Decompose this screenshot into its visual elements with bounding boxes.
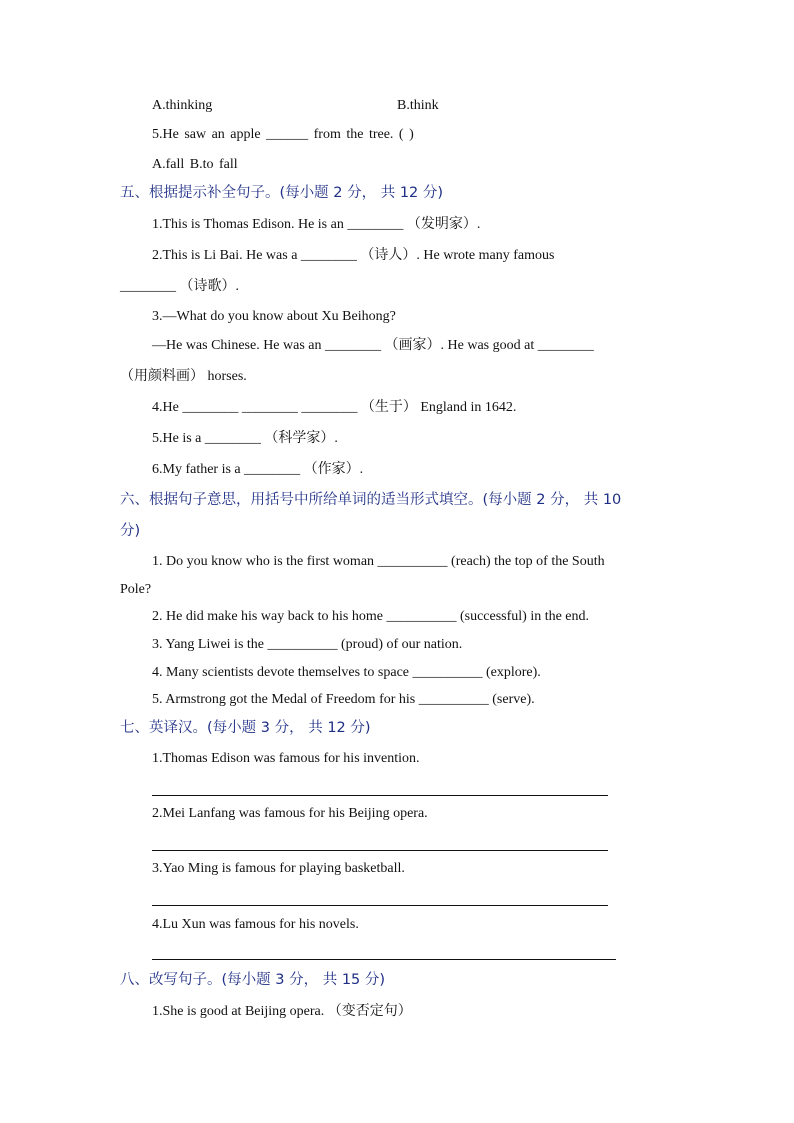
- s5-question-3: 3.—What do you know about Xu Beihong?: [152, 309, 396, 324]
- s6-question-1-cont: Pole?: [120, 582, 152, 597]
- s5-question-2-cont: ________ （诗歌）.: [120, 279, 239, 294]
- s5-question-3-cont: （用颜料画） horses.: [120, 369, 247, 384]
- s7-question-3: 3.Yao Ming is famous for playing basketball.: [152, 861, 405, 876]
- section-8-heading: 八、改写句子。(每小题 3 分， 共 15 分): [120, 972, 386, 988]
- answer-line-3: [152, 905, 608, 906]
- option-a: A.thinking: [152, 98, 213, 113]
- s6-question-3: 3. Yang Liwei is the __________ (proud) of our nation.: [152, 637, 463, 652]
- answer-line-1: [152, 795, 608, 796]
- option-b: B.think: [397, 98, 439, 113]
- section-5-heading: 五、根据提示补全句子。(每小题 2 分， 共 12 分): [120, 185, 444, 201]
- s5-question-1: 1.This is Thomas Edison. He is an ________ （发明家）.: [152, 217, 481, 232]
- s7-question-2: 2.Mei Lanfang was famous for his Beijing opera.: [152, 806, 428, 821]
- s5-question-3-answer: —He was Chinese. He was an ________ （画家）. He was good at ________: [152, 338, 594, 353]
- s5-question-2: 2.This is Li Bai. He was a ________ （诗人）. He wrote many famous: [152, 248, 555, 263]
- section-7-heading: 七、英译汉。(每小题 3 分， 共 12 分): [120, 720, 371, 736]
- s5-question-4: 4.He ________ ________ ________ （生于） England in 1642.: [152, 400, 517, 415]
- s8-question-1: 1.She is good at Beijing opera. （变否定句）: [152, 1004, 412, 1019]
- answer-line-4: [152, 959, 616, 960]
- section-6-heading: 六、根据句子意思，用括号中所给单词的适当形式填空。(每小题 2 分， 共 10: [120, 492, 622, 508]
- s7-question-4: 4.Lu Xun was famous for his novels.: [152, 917, 359, 932]
- answer-line-2: [152, 850, 608, 851]
- s6-question-4: 4. Many scientists devote themselves to space __________ (explore).: [152, 665, 541, 680]
- s6-question-5: 5. Armstrong got the Medal of Freedom for his __________ (serve).: [152, 692, 535, 707]
- question-5-options: A.fall B.to fall: [152, 157, 238, 172]
- s5-question-5: 5.He is a ________ （科学家）.: [152, 431, 338, 446]
- question-5: 5.He saw an apple ______ from the tree. ( ): [152, 127, 414, 142]
- section-6-heading-cont: 分): [120, 523, 141, 539]
- s6-question-1: 1. Do you know who is the first woman __________ (reach) the top of the South: [152, 554, 605, 569]
- s5-question-6: 6.My father is a ________ （作家）.: [152, 462, 364, 477]
- s6-question-2: 2. He did make his way back to his home __________ (successful) in the end.: [152, 609, 590, 624]
- s7-question-1: 1.Thomas Edison was famous for his invention.: [152, 751, 420, 766]
